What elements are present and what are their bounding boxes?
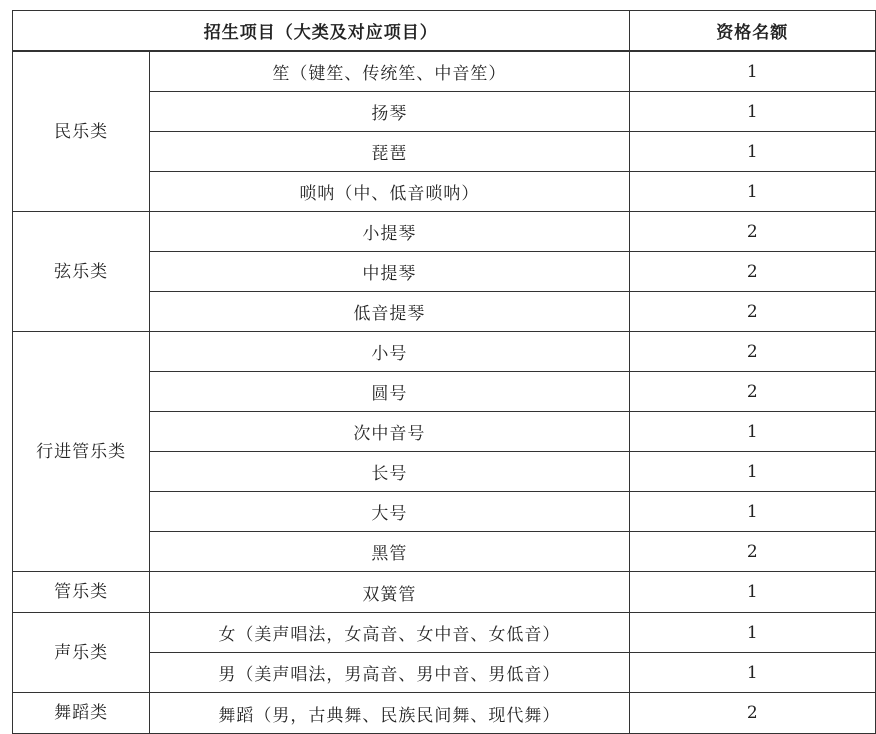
table-row xyxy=(13,572,876,613)
quota-cell: 1 xyxy=(629,492,875,532)
project-cell: 低音提琴 xyxy=(150,292,629,332)
project-cell: 次中音号 xyxy=(150,412,629,452)
quota-cell: 1 xyxy=(629,613,875,653)
quota-cell: 1 xyxy=(629,412,875,452)
table-row xyxy=(13,212,876,252)
project-cell: 唢呐（中、低音唢呐） xyxy=(150,172,629,212)
quota-cell: 1 xyxy=(629,92,875,132)
table-row xyxy=(13,613,876,653)
project-cell: 长号 xyxy=(150,452,629,492)
table-body xyxy=(13,51,876,734)
project-cell: 女（美声唱法，女高音、女中音、女低音） xyxy=(150,613,629,653)
quota-cell: 1 xyxy=(629,51,875,92)
project-cell: 男（美声唱法，男高音、男中音、男低音） xyxy=(150,653,629,693)
quota-cell: 1 xyxy=(629,132,875,172)
table-row xyxy=(13,332,876,372)
category-cell: 舞蹈类 xyxy=(13,693,150,734)
quota-cell: 1 xyxy=(629,572,875,613)
quota-cell: 2 xyxy=(629,252,875,292)
project-cell: 圆号 xyxy=(150,372,629,412)
table-row xyxy=(13,693,876,734)
project-cell: 琵琶 xyxy=(150,132,629,172)
quota-cell: 2 xyxy=(629,332,875,372)
project-cell: 大号 xyxy=(150,492,629,532)
category-cell: 弦乐类 xyxy=(13,212,150,332)
project-cell: 中提琴 xyxy=(150,252,629,292)
quota-cell: 1 xyxy=(629,452,875,492)
project-cell: 笙（键笙、传统笙、中音笙） xyxy=(150,51,629,92)
header-row xyxy=(13,11,876,52)
quota-cell: 2 xyxy=(629,212,875,252)
quota-cell: 2 xyxy=(629,532,875,572)
project-cell: 黑管 xyxy=(150,532,629,572)
project-cell: 小号 xyxy=(150,332,629,372)
category-cell: 民乐类 xyxy=(13,51,150,212)
project-cell: 扬琴 xyxy=(150,92,629,132)
category-cell: 管乐类 xyxy=(13,572,150,613)
quota-cell: 1 xyxy=(629,172,875,212)
enrollment-quota-table xyxy=(12,10,876,734)
project-cell: 舞蹈（男，古典舞、民族民间舞、现代舞） xyxy=(150,693,629,734)
project-cell: 小提琴 xyxy=(150,212,629,252)
category-cell: 声乐类 xyxy=(13,613,150,693)
header-quota: 资格名额 xyxy=(629,11,875,52)
table-row xyxy=(13,51,876,92)
project-cell: 双簧管 xyxy=(150,572,629,613)
category-cell: 行进管乐类 xyxy=(13,332,150,572)
quota-cell: 2 xyxy=(629,292,875,332)
quota-cell: 1 xyxy=(629,653,875,693)
quota-cell: 2 xyxy=(629,693,875,734)
header-project: 招生项目（大类及对应项目） xyxy=(13,11,630,52)
quota-cell: 2 xyxy=(629,372,875,412)
